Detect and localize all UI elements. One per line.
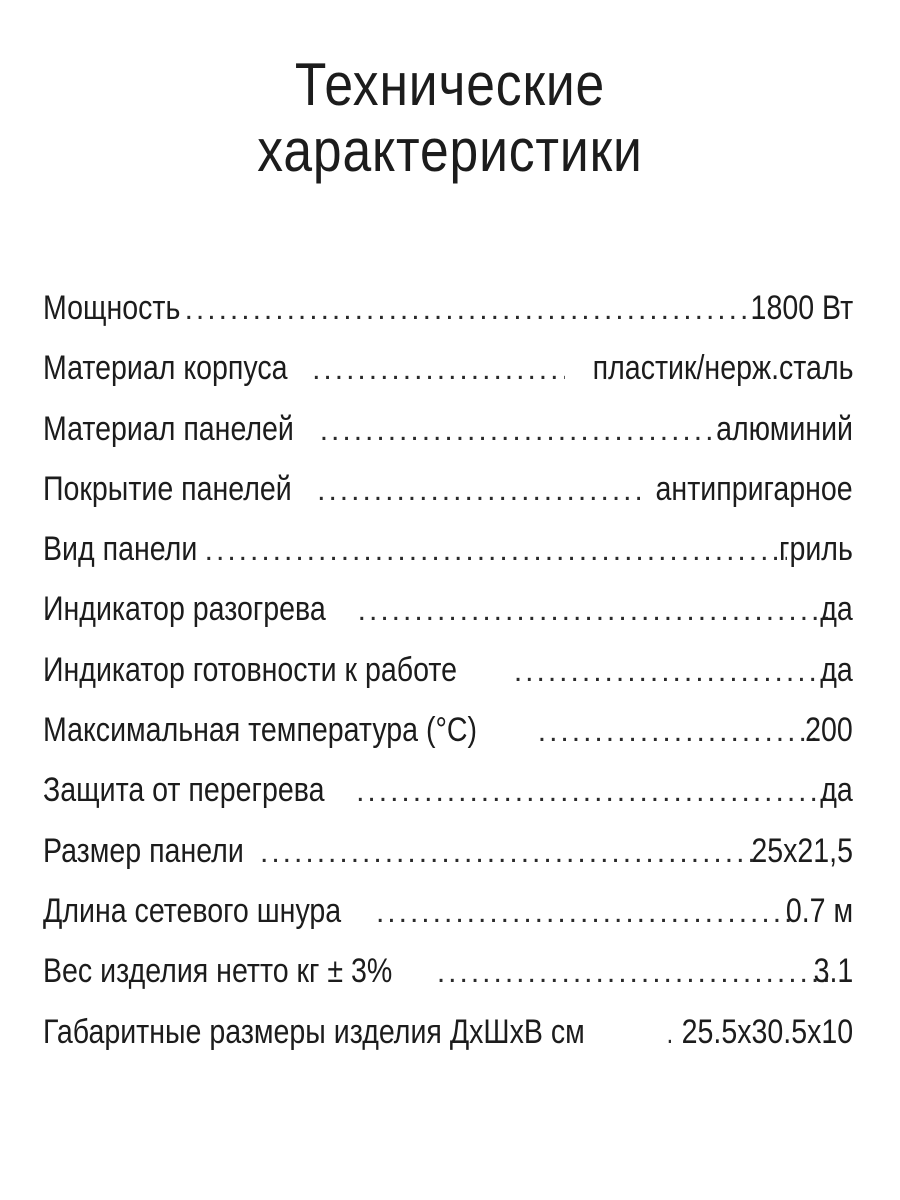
dot-leader [312, 340, 564, 398]
spec-value: да [820, 650, 853, 689]
spec-value: пластик/нерж.сталь [592, 349, 853, 388]
dot-leader [356, 762, 836, 820]
spec-row-ready-indicator [43, 640, 853, 700]
spec-row-overheat-protection [43, 760, 853, 820]
spec-label: Вид панели [43, 530, 198, 569]
spec-label: Материал панелей [43, 409, 294, 448]
spec-value: да [820, 590, 853, 629]
spec-value: гриль [779, 530, 853, 569]
dot-leader [260, 823, 754, 881]
spec-value: 1800 Вт [750, 289, 853, 327]
dot-leader [376, 883, 795, 941]
spec-list [43, 278, 853, 1062]
spec-value: 25.5х30.5х10 [681, 1012, 853, 1051]
spec-label: Материал корпуса [43, 349, 288, 388]
spec-row-panel-size [43, 821, 853, 881]
spec-label: Максимальная температура (°С) [43, 711, 478, 750]
spec-row-net-weight [43, 941, 853, 1001]
spec-value: 200 [805, 711, 853, 750]
dot-leader [666, 1004, 671, 1062]
spec-label: Индикатор разогрева [43, 590, 326, 629]
dot-leader [538, 702, 819, 760]
spec-label: Габаритные размеры изделия ДхШхВ см [43, 1012, 585, 1051]
spec-value: алюминий [716, 409, 853, 448]
spec-row-power [43, 278, 853, 338]
spec-value: да [820, 771, 853, 810]
spec-row-body-material [43, 338, 853, 398]
spec-row-heat-indicator [43, 579, 853, 639]
page-title [63, 52, 837, 184]
spec-label: Длина сетевого шнура [43, 891, 342, 930]
title-line-2: характеристики [257, 117, 643, 184]
dot-leader [514, 642, 836, 700]
spec-value: антипригарное [655, 469, 853, 508]
title-line-1: Технические [294, 51, 606, 118]
spec-value: 25х21,5 [751, 831, 853, 870]
spec-row-cord-length [43, 881, 853, 941]
spec-label: Мощность [43, 289, 181, 327]
dot-leader [185, 280, 753, 338]
dot-leader [205, 521, 787, 579]
dot-leader [320, 401, 712, 459]
spec-label: Индикатор готовности к работе [43, 650, 457, 689]
spec-row-panel-type [43, 519, 853, 579]
dot-leader [437, 943, 828, 1001]
spec-row-dimensions [43, 1002, 853, 1062]
spec-row-panel-coating [43, 459, 853, 519]
spec-value: 0.7 м [785, 891, 853, 930]
spec-label: Размер панели [43, 831, 244, 870]
spec-label: Вес изделия нетто кг ± 3% [43, 952, 393, 991]
spec-row-max-temperature [43, 700, 853, 760]
dot-leader [317, 461, 640, 519]
spec-value: 3.1 [813, 952, 853, 991]
spec-label: Защита от перегрева [43, 771, 325, 810]
dot-leader [358, 581, 837, 639]
spec-row-panel-material [43, 399, 853, 459]
spec-label: Покрытие панелей [43, 469, 292, 508]
